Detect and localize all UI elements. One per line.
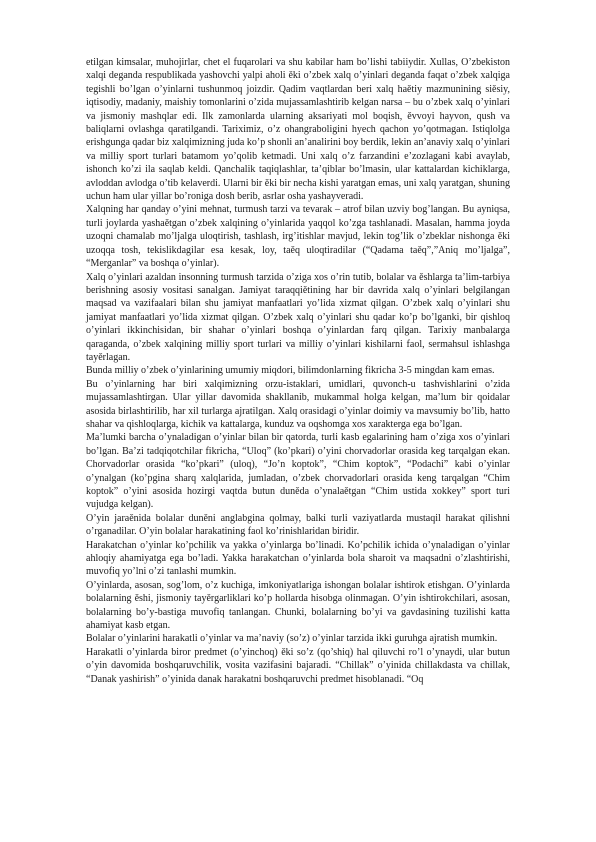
paragraph-1: etilgan kimsalar, muhojirlar, chet el fuqarolari va shu kabilar ham bo’lishi tabiiydir. Xullas, O’zbekiston xalqi deganda respublikada yashovchi yalpi aholi ěki o’zbek xalq o’yinlari deganda faqat o’zbek xalqiga tegishli bo’lgan o’yinlarni tushunmoq joizdir. Qadim vaqtlardan beri xalq haětiy mazmunining siěsiy, iqtisodiy, madaniy, maishiy tomonlarini o’zida mujassamlashtirib kelgan narsa – bu o’zbek xalq o’yinlari va jismoniy mashqlar edi. Ilk zamonlarda ularning aksariyati mol boqish, ěvvoyi hayvon, qush va baliqlarni ovlashga qaratilgandi. Tariximiz, o’z ohangraboligini hyech qachon yo’qotmagan. Istiqlolga erishgunga qadar biz xalqimizning juda ko’p shonli an’analirini boy berdik, lekin an’anaviy xalq o’yinlari va milliy sport turlari batamom yo’qolib ketmadi. Uni xalq o’z farzandini e’zozlagani kabi avaylab, ishonch ko’zi ila saqlab keldi. Qanchalik taqiqlashlar, ta’qiblar bo’lmasin, ular kattalardan kichiklarga, avloddan avlodga o’tib kelaverdi. Ularni bir ěki bir necha kishi yaratgan emas, uni xalq yaratgan, shuning uchun ham ular yillar bo’roniga dosh berib, asrlar osha yashayveradi. — [86, 57, 510, 203]
paragraph-9: O’yinlarda, asosan, sog’lom, o’z kuchiga, imkoniyatlariga ishongan bolalar ishtirok etishgan. O’yinlarda bolalarning ěshi, jismoniy tayěrgarliklari ko’p hollarda hisobga olinmagan. O’yin ishtirokchilari, asosan, bolalarning bo’y-bastiga muvofiq tanlangan. Chunki, bolalarning bo’yi va gavdasining tuzilishi katta ahamiyat kasb etgan. — [86, 579, 510, 632]
paragraph-7: O’yin jaraěnida bolalar duněni anglabgina qolmay, balki turli vaziyatlarda mustaqil harakat qilishni o’rganadilar. O’yin bolalar harakatining faol ko’rinishlaridan biridir. — [86, 512, 510, 538]
paragraph-4: Bunda milliy o’zbek o’yinlarining umumiy miqdori, bilimdonlarning fikricha 3-5 mingdan kam emas. — [86, 365, 495, 377]
document-page — [86, 56, 510, 686]
paragraph-11: Harakatli o’yinlarda biror predmet (o’yinchoq) ěki so’z (qo’shiq) hal qiluvchi ro’l o’ynaydi, ular butun o’yin davomida boshqaruvchilik, vosita vazifasini bajaradi. “Chillak” o’yinida chillakdasta va chillak, “Danak yashirish” o’yinida danak harakatni boshqaruvchi predmet hisoblanadi. “Oq — [86, 646, 510, 685]
paragraph-3: Xalq o’yinlari azaldan insonning turmush tarzida o’ziga xos o’rin tutib, bolalar va ěshlarga ta’lim-tarbiya berishning asosiy vositasi sanalgan. Jamiyat taraqqiětining har bir davrida xalq o’yinlari belgilangan maqsad va vazifaalari bilan shu jamiyat manfaatlari yo’lida xizmat qilgan. O’zbek xalq o’yinlari shu jamiyat manfaatlari yo’lida xizmat qilgan. O’zbek xalq o’yinlari shu qadar ko’p bo’lganki, bir qishloq o’yinlari ikkinchisidan, bir shahar o’yinlari boshqa o’yinlardan farq qilgan. Tarixiy manbalarga qaraganda, o’zbek xalqining milliy sport turlari va milliy o’yinlari kishilarni faol, sermahsul ishlashga tayěrlagan. — [86, 271, 510, 363]
paragraph-6: Ma’lumki barcha o’ynaladigan o’yinlar bilan bir qatorda, turli kasb egalarining ham o’ziga xos o’yinlari bo’lgan. Ba’zi tadqiqotchilar fikricha, “Uloq” (ko’pkari) o’yini chorvadorlar orasida keg tarqalgan ekan. Chorvadorlar orasida “ko’pkari” (uloq), “Jo’n koptok”, “Chim koptok”, “Podachi” kabi o’yinlar o’ynalgan (ko’pgina sharq xalqlarida, jumladan, o’zbek chorvadorlari orasida keng tarqalgan “Chim koptok” o’yini asosida hozirgi vaqtda butun duněda o’ynalaětgan “Chim ustida xokkey” sport turi vujudga kelgan). — [86, 432, 510, 511]
paragraph-2: Xalqning har qanday o’yini mehnat, turmush tarzi va tevarak – atrof bilan uzviy bog’langan. Bu ayniqsa, turli joylarda yashaětgan o’zbek xalqining o’yinlarida yaqqol ko’zga tashlanadi. Masalan, hamma joyda uzoqni chamalab mo’ljalga uloqtirish, tashlash, irg’itishlar mavjud, lekin tog’lik o’zbeklar nishonga ěki uzoqqa tosh, tekislikdagilar esa kesak, loy, taěq uloqtiradilar (“Qadama taěq”,”Aniq mo’ljalga”, “Merganlar” va boshqa o’yinlar). — [86, 204, 510, 270]
paragraph-8: Harakatchan o’yinlar ko’pchilik va yakka o’yinlarga bo’linadi. Ko’pchilik ichida o’ynaladigan o’yinlar ahloqiy ahamiyatga ega bo’ladi. Yakka harakatchan o’yinlarda bola sharoit va maqsadni o’zlashtirishi, muvofiq yo’lni o’zi tanlashi mumkin. — [86, 539, 510, 578]
paragraph-5: Bu o’yinlarning har biri xalqimizning orzu-istaklari, umidlari, quvonch-u tashvishlarini o’zida mujassamlashtirgan. Ular yillar davomida shakllanib, mukammal holga kelgan, ma’lum bir qoidalar asosida birlashtirilib, har xil turlarga ajratilgan. Xalq orasidagi o’yinlar doimiy va mavsumiy bo’lib, hatto shahar va qishloqlarga, kichik va kattalarga, kunduz va oqshomga xos xarakterga ega bo’lgan. — [86, 378, 510, 430]
paragraph-10: Bolalar o’yinlarini harakatli o’yinlar va ma’naviy (so’z) o’yinlar tarzida ikki guruhga ajratish mumkin. — [86, 633, 498, 645]
